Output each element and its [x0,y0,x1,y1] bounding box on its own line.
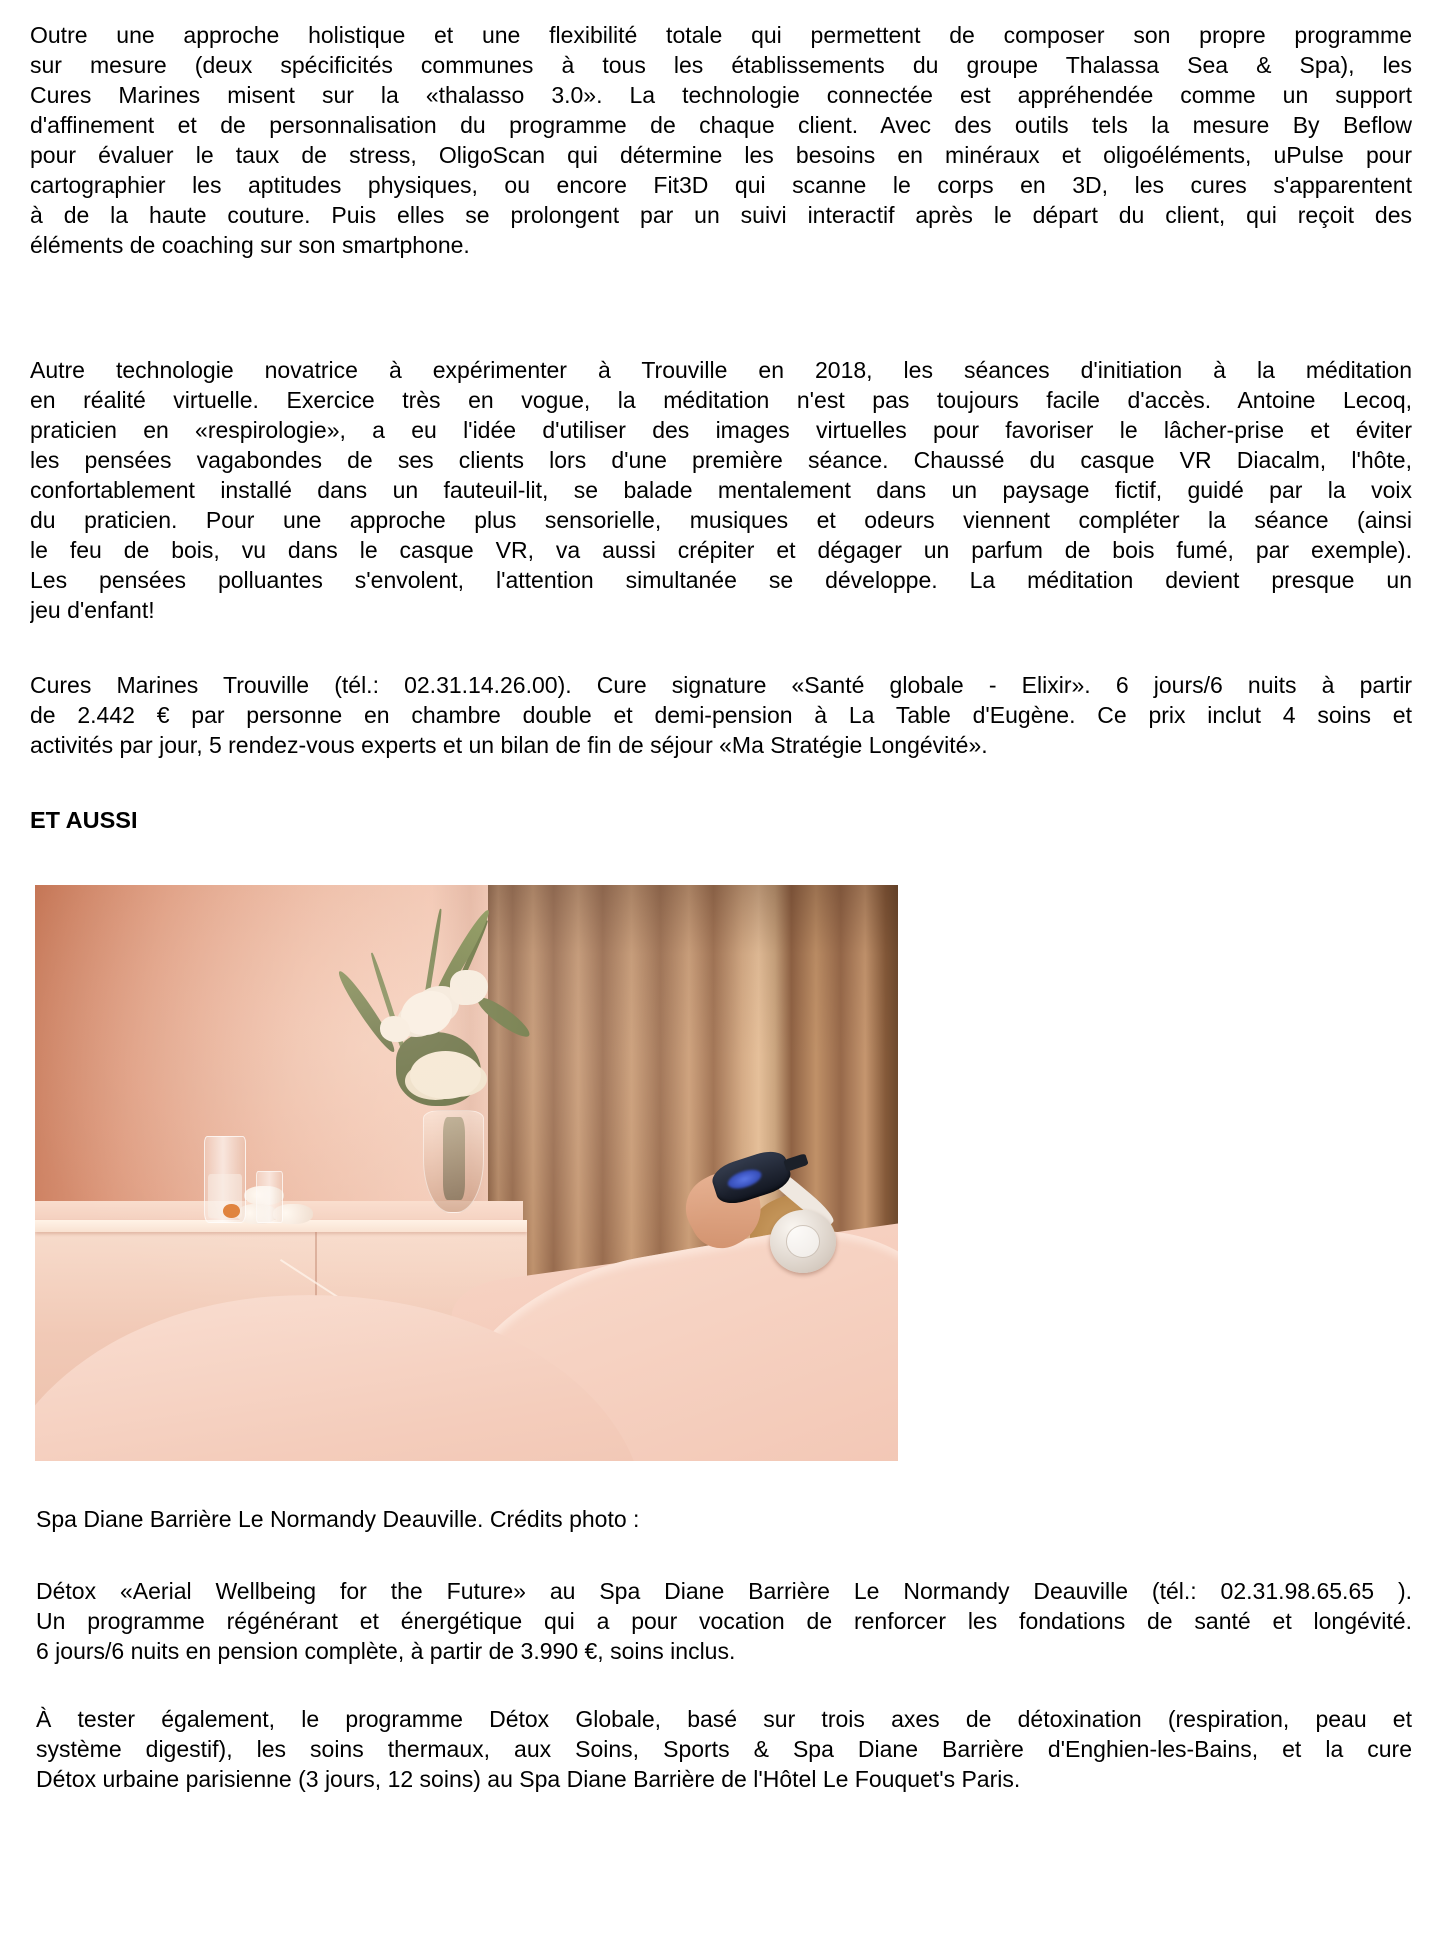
text-line: Cures Marines Trouville (tél.: 02.31.14.26.00). Cure signature «Santé globale - Elixir». 6 jours/6 nuits à partir [30,672,1412,698]
text-line: d'affinement et de personnalisation du programme de chaque client. Avec des outils tels la mesure By Beflow [30,112,1412,138]
text-line: confortablement installé dans un fauteuil-lit, se balade mentalement dans un paysage fictif, guidé par la voix [30,477,1412,503]
text-line: système digestif), les soins thermaux, aux Soins, Sports & Spa Diane Barrière d'Enghien-les-Bains, et la cure [36,1736,1412,1762]
text-line: 6 jours/6 nuits en pension complète, à partir de 3.990 €, soins inclus. [36,1638,736,1664]
text-line: jeu d'enfant! [30,597,155,623]
section-heading: ET AUSSI [30,807,138,833]
body-paragraph-2 [30,355,1412,625]
text-line: Détox «Aerial Wellbeing for the Future» au Spa Diane Barrière Le Normandy Deauville (tél.: 02.31.98.65.65 ). [36,1578,1412,1604]
text-line: du praticien. Pour une approche plus sensorielle, musiques et odeurs viennent compléter la séance (ainsi [30,507,1412,533]
body-paragraph-1 [30,20,1412,260]
text-line: praticien en «respirologie», a eu l'idée d'utiliser des images virtuelles pour favoriser le lâcher-prise et éviter [30,417,1412,443]
body-paragraph-5 [36,1704,1412,1794]
text-line: sur mesure (deux spécificités communes à tous les établissements du groupe Thalassa Sea & Spa), les [30,52,1412,78]
spa-photo [35,885,898,1461]
text-line: à de la haute couture. Puis elles se prolongent par un suivi interactif après le départ du client, qui reçoit des [30,202,1412,228]
text-line: À tester également, le programme Détox Globale, basé sur trois axes de détoxination (respiration, peau et [36,1706,1412,1732]
photo-caption: Spa Diane Barrière Le Normandy Deauville. Crédits photo : [36,1506,640,1532]
text-line: Outre une approche holistique et une flexibilité totale qui permettent de composer son propre programme [30,22,1412,48]
text-line: Cures Marines misent sur la «thalasso 3.0». La technologie connectée est appréhendée comme un support [30,82,1412,108]
text-line: pour évaluer le taux de stress, OligoScan qui détermine les besoins en minéraux et oligoéléments, uPulse pour [30,142,1412,168]
text-line: cartographier les aptitudes physiques, ou encore Fit3D qui scanne le corps en 3D, les cures s'apparentent [30,172,1412,198]
text-line: en réalité virtuelle. Exercice très en vogue, la méditation n'est pas toujours facile d'accès. Antoine Lecoq, [30,387,1412,413]
text-line: de 2.442 € par personne en chambre double et demi-pension à La Table d'Eugène. Ce prix inclut 4 soins et [30,702,1412,728]
text-line: Détox urbaine parisienne (3 jours, 12 soins) au Spa Diane Barrière de l'Hôtel Le Fouquet's Paris. [36,1766,1021,1792]
text-line: activités par jour, 5 rendez-vous experts et un bilan de fin de séjour «Ma Stratégie Longévité». [30,732,988,758]
text-line: les pensées vagabondes de ses clients lors d'une première séance. Chaussé du casque VR Diacalm, l'hôte, [30,447,1412,473]
body-paragraph-3 [30,670,1412,760]
text-line: le feu de bois, vu dans le casque VR, va aussi crépiter et dégager un parfum de bois fumé, par exemple). [30,537,1412,563]
text-line: Autre technologie novatrice à expérimenter à Trouville en 2018, les séances d'initiation à la méditation [30,357,1412,383]
text-line: Les pensées polluantes s'envolent, l'attention simultanée se développe. La méditation devient presque un [30,567,1412,593]
photo-light-glow [35,885,898,1461]
text-line: éléments de coaching sur son smartphone. [30,232,470,258]
text-line: Un programme régénérant et énergétique qui a pour vocation de renforcer les fondations de santé et longévité. [36,1608,1412,1634]
body-paragraph-4 [36,1576,1412,1666]
